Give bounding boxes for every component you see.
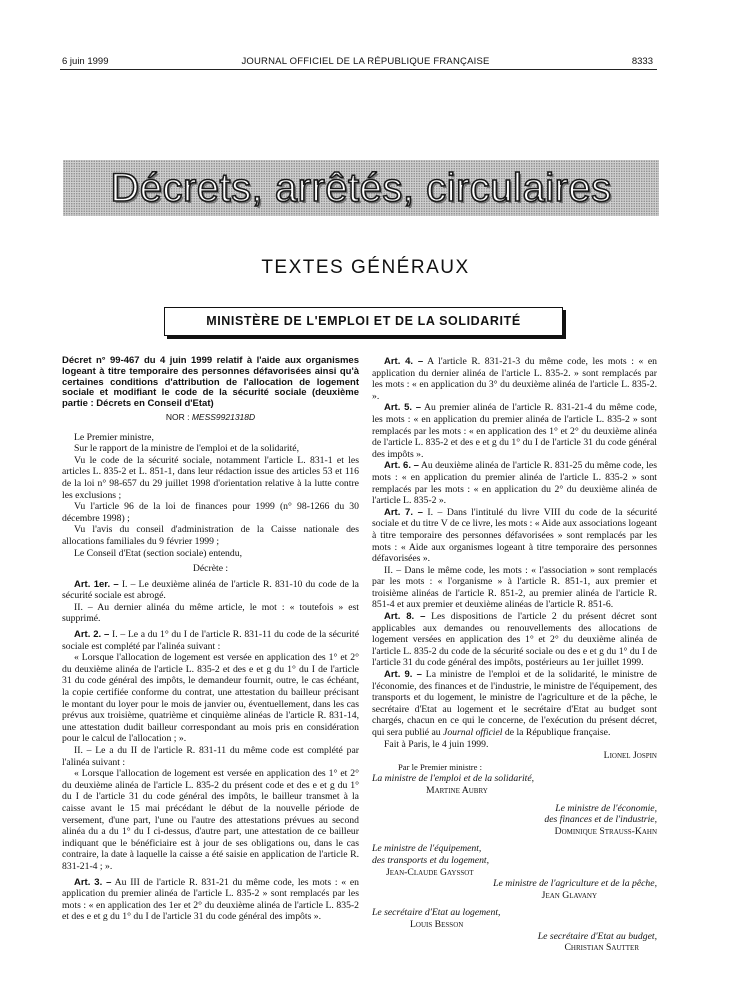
article-text: Les dispositions de l'article 2 du présent décret sont applicables aux demandes ou renouvellements des allocations de logement versées en application des 1° et 2° du deuxième alinéa de l'article L. 835-2 du code de la sécurité sociale ou des e et g du 1° du I de l'article 31 du code général des impôts, postérieurs au 1er juillet 1999. bbox=[372, 611, 657, 669]
article-3 bbox=[62, 877, 359, 923]
journal-officiel-ref: Journal officiel bbox=[443, 727, 503, 738]
nor-value: MESS9921318D bbox=[191, 411, 256, 422]
article-label: Art. 6. – bbox=[384, 460, 419, 472]
section-banner bbox=[63, 160, 659, 216]
article-text: I. – Le a du 1° du I de l'article R. 831-11 du code de la sécurité sociale est complété par l'alinéa suivant : bbox=[62, 629, 359, 652]
article-text: Au premier alinéa de l'article R. 831-21-4 du même code, les mots : « en application du premier alinéa de l'article L. 835-2 » sont remplacés par les mots : « en application des 1° et 2° du deuxième alinéa de l'article L. 835-2 et des e et g du 1° du I de l'article 31 du code général des impôts ». bbox=[372, 402, 657, 460]
page-header bbox=[0, 56, 731, 70]
minister-name: Jean Glavany bbox=[541, 889, 597, 901]
article-text: I. – Le deuxième alinéa de l'article R. 831-10 du code de la sécurité sociale est abrogé. bbox=[62, 578, 359, 602]
article-label: Art. 5. – bbox=[384, 402, 422, 414]
minister-title: Le ministre de l'agriculture et de la pêche, bbox=[493, 878, 657, 890]
minister-name: Jean-Claude Gayssot bbox=[386, 866, 474, 878]
article-7 bbox=[372, 507, 657, 565]
minister-title: des transports et du logement, bbox=[372, 854, 490, 866]
nor-reference bbox=[62, 412, 359, 424]
header-rule bbox=[60, 69, 657, 70]
paragraph: Vu l'article 96 de la loi de finances pour 1999 (n° 98-1266 du 30 décembre 1998) ; bbox=[62, 501, 359, 524]
minister-name: Louis Besson bbox=[410, 918, 464, 930]
ministry-heading: MINISTÈRE DE L'EMPLOI ET DE LA SOLIDARITÉ bbox=[164, 307, 563, 336]
article-label: Art. 1er. – bbox=[74, 578, 119, 590]
article-text: Au deuxième alinéa de l'article R. 831-25 du même code, les mots : « en application du premier alinéa de l'article L. 835-2 » sont remplacés par les mots : « en application du 2° du deuxième alinéa de l'article L. 835-2 ». bbox=[372, 460, 657, 507]
minister-title: des finances et de l'industrie, bbox=[544, 814, 657, 826]
paragraph: « Lorsque l'allocation de logement est versée en application des 1° et 2° du deuxième alinéa de l'article L. 835-2 et des e et g du 1° du I de l'article 31 du code général des impôts, le demandeur fournit, outre, le cas échéant, la copie certifiée conforme du contrat, une attestation du bailleur précisant le montant du loyer pour le mois de janvier ou, éventuellement, dans les cas prévus aux troisième, quatrième et cinquième alinéas de l'article R. 831-14, une attestation dudit bailleur correspondant au mois pris en considération pour le calcul de l'allocation ; ». bbox=[62, 652, 359, 745]
pm-signature: Lionel Jospin bbox=[603, 750, 657, 762]
done-at: Fait à Paris, le 4 juin 1999. bbox=[384, 738, 489, 750]
paragraph: Le Conseil d'Etat (section sociale) entendu, bbox=[74, 547, 242, 559]
article-text: I. – Dans l'intitulé du livre VIII du code de la sécurité sociale et du titre V de ce livre, les mots : « Aide aux associations logeant à titre temporaire des personnes défavorisées » sont remplacés par les mots : « Aide aux organismes logeant à titre temporaire des personnes défavorisées ». bbox=[372, 506, 657, 565]
article-label: Art. 2. – bbox=[74, 629, 110, 641]
banner-title: Décrets, arrêtés, circulaires bbox=[110, 166, 612, 210]
paragraph: II. – Le a du II de l'article R. 831-11 du même code est complété par l'alinéa suivant : bbox=[62, 745, 359, 768]
article-label: Art. 8. – bbox=[384, 611, 426, 623]
section-title: TEXTES GÉNÉRAUX bbox=[261, 257, 470, 278]
paragraph: Vu l'avis du conseil d'administration de la Caisse nationale des allocations familiales du 9 février 1999 ; bbox=[62, 524, 359, 547]
paragraph: « Lorsque l'allocation de logement est versée en application des 1° et 2° du deuxième alinéa de l'article L. 835-2 du présent code et des e et g du 1° du I de l'article 31 du code général des impôts, le bailleur transmet à la caisse avant le 15 mai précédant le début de la nouvelle période de versement, d'une part, l'une ou l'autre des attestations prévues au second alinéa du a du 1° du I ci-dessus, d'autre part, une attestation de ce bailleur indiquant que le bénéficiaire est à jour de ses obligations ou, dans le cas contraire, la date à laquelle la caisse a été saisie en application de l'article R. 831-21-4 ; ». bbox=[62, 768, 359, 872]
article-label: Art. 7. – bbox=[384, 506, 423, 518]
minister-name: Dominique Strauss-Kahn bbox=[554, 825, 657, 837]
paragraph: Vu le code de la sécurité sociale, notamment l'article L. 831-1 et les articles L. 835-2 et L. 851-1, dans leur rédaction issue des articles 53 et 116 de la loi n° 98-657 du 29 juillet 1998 d'orientation relative à la lutte contre les exclusions ; bbox=[62, 454, 359, 501]
header-journal-title: JOURNAL OFFICIEL DE LA RÉPUBLIQUE FRANÇAISE bbox=[241, 56, 490, 67]
pm-intro: Par le Premier ministre : bbox=[398, 761, 483, 772]
minister-name: Christian Sautter bbox=[564, 942, 639, 954]
decrete-label: Décrète : bbox=[192, 563, 229, 575]
paragraph: Le Premier ministre, bbox=[74, 431, 154, 443]
paragraph: Sur le rapport de la ministre de l'emploi et de la solidarité, bbox=[74, 443, 300, 455]
article-5 bbox=[372, 402, 657, 460]
nor-label: NOR : bbox=[165, 411, 192, 422]
paragraph: II. – Dans le même code, les mots : « l'association » sont remplacés par les mots : « l'organisme » à l'article R. 851-1, aux premier et troisième alinéas de l'article R. 851-2, au premier alinéa de l'article R. 851-4 et aux premier et deuxième alinéas de l'article R. 851-6. bbox=[372, 564, 657, 611]
minister-title: Le secrétaire d'Etat au budget, bbox=[537, 930, 657, 942]
decree-title: Décret n° 99-467 du 4 juin 1999 relatif à l'aide aux organismes logeant à titre temporaire des personnes défavorisées ainsi qu'à certaines conditions d'attribution de l'allocation de logement sociale et modifiant le code de la sécurité sociale (deuxième partie : Décrets en Conseil d'Etat) bbox=[62, 355, 359, 410]
left-column bbox=[62, 356, 359, 923]
minister-title: Le secrétaire d'Etat au logement, bbox=[372, 907, 501, 919]
article-1 bbox=[62, 579, 359, 602]
minister-title: Le ministre de l'équipement, bbox=[372, 843, 482, 855]
right-column bbox=[372, 356, 657, 954]
article-text: de la République française. bbox=[502, 727, 611, 738]
minister-name: Martine Aubry bbox=[426, 784, 488, 796]
article-6 bbox=[372, 460, 657, 506]
article-label: Art. 3. – bbox=[74, 876, 112, 888]
article-4 bbox=[372, 356, 657, 402]
paragraph: II. – Au dernier alinéa du même article, le mot : « toutefois » est supprimé. bbox=[62, 601, 359, 625]
article-text: A l'article R. 831-21-3 du même code, les mots : « en application du dernier alinéa de l'article L. 835-2. » sont remplacés par les mots : « en application du 3° du deuxième alinéa de l'article L. 835-2. ». bbox=[372, 356, 657, 402]
article-2 bbox=[62, 629, 359, 652]
article-text: Au III de l'article R. 831-21 du même code, les mots : « en application du premier alinéa de l'article L. 835-2 » sont remplacés par les mots : « en application des 1er et 2° du deuxième alinéa de l'article L. 835-2 et des e et g du 1° du I de l'article 31 du code général des impôts ». bbox=[62, 876, 359, 923]
article-8 bbox=[372, 611, 657, 669]
header-date: 6 juin 1999 bbox=[62, 56, 109, 67]
article-text: La ministre de l'emploi et de la solidarité, le ministre de l'économie, des finances et de l'industrie, le ministre de l'équipement, des transports et du logement, le ministre de l'agriculture et de la pêche, le secrétaire d'Etat au logement et le secrétaire d'Etat au budget sont chargés, chacun en ce qui le concerne, de l'exécution du présent décret, qui sera publié au bbox=[372, 669, 657, 738]
article-label: Art. 9. – bbox=[384, 669, 422, 681]
article-label: Art. 4. – bbox=[384, 356, 424, 367]
header-page-number: 8333 bbox=[631, 56, 653, 67]
minister-title: La ministre de l'emploi et de la solidarité, bbox=[372, 773, 535, 785]
article-9 bbox=[372, 669, 657, 739]
minister-title: Le ministre de l'économie, bbox=[555, 802, 657, 814]
signatures bbox=[372, 750, 657, 954]
